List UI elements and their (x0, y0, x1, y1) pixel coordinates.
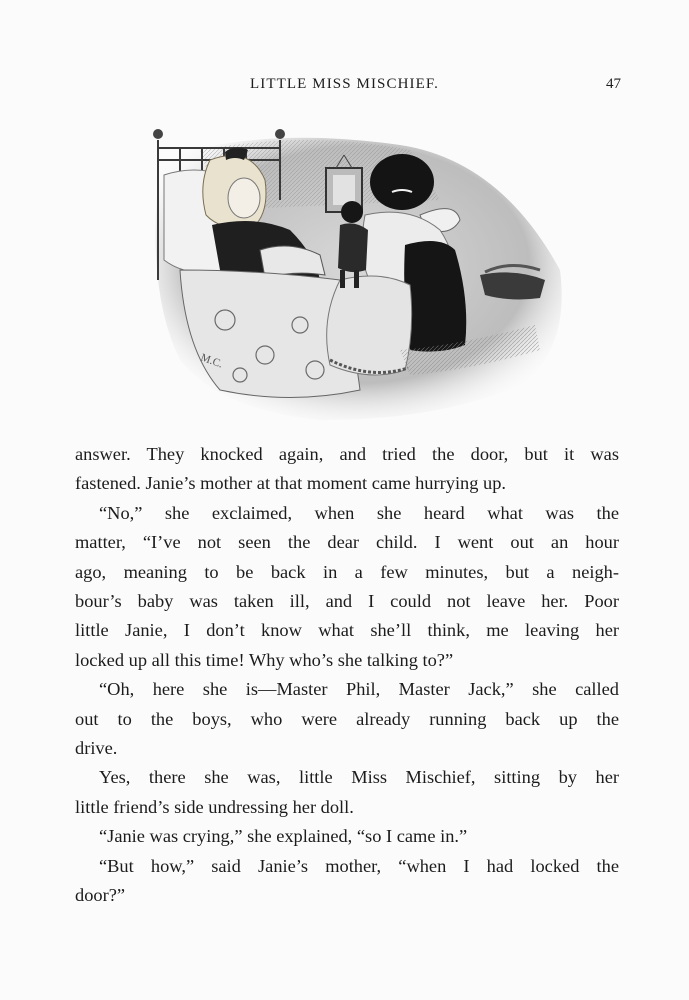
paragraph (75, 852, 619, 911)
body-text (75, 440, 619, 911)
page-number: 47 (606, 76, 621, 92)
bedroom-illustration (140, 120, 570, 425)
paragraph (75, 675, 619, 763)
text-line: out to the boys, who were already running back up the (75, 708, 619, 729)
text-line: “Oh, here she is—Master Phil, Master Jack,” she called (99, 679, 619, 700)
paragraph (75, 763, 619, 822)
text-line: ago, meaning to be back in a few minutes, but a neigh- (75, 561, 619, 582)
text-line: little Janie, I don’t know what she’ll think, me leaving her (75, 620, 619, 641)
running-title: LITTLE MISS MISCHIEF. (250, 76, 439, 92)
text-line: fastened. Janie’s mother at that moment came hurrying up. (75, 473, 507, 494)
text-line: bour’s baby was taken ill, and I could not leave her. Poor (75, 591, 619, 612)
paragraph (75, 440, 619, 499)
text-line: “Janie was crying,” she explained, “so I came in.” (99, 826, 468, 847)
illustration-monogram: M.C. (198, 351, 225, 371)
text-line: little friend’s side undressing her doll. (75, 796, 354, 817)
text-line: drive. (75, 738, 118, 759)
text-line: “No,” she exclaimed, when she heard what was the (99, 502, 619, 523)
text-line: “But how,” said Janie’s mother, “when I had locked the (99, 855, 619, 876)
text-line: door?” (75, 885, 126, 906)
paragraph (75, 822, 619, 851)
text-line: answer. They knocked again, and tried the door, but it was (75, 444, 619, 464)
text-line: locked up all this time! Why who’s she talking to?” (75, 649, 454, 670)
paragraph (75, 499, 619, 675)
text-line: Yes, there she was, little Miss Mischief, sitting by her (99, 767, 619, 788)
text-line: matter, “I’ve not seen the dear child. I went out an hour (75, 532, 619, 553)
